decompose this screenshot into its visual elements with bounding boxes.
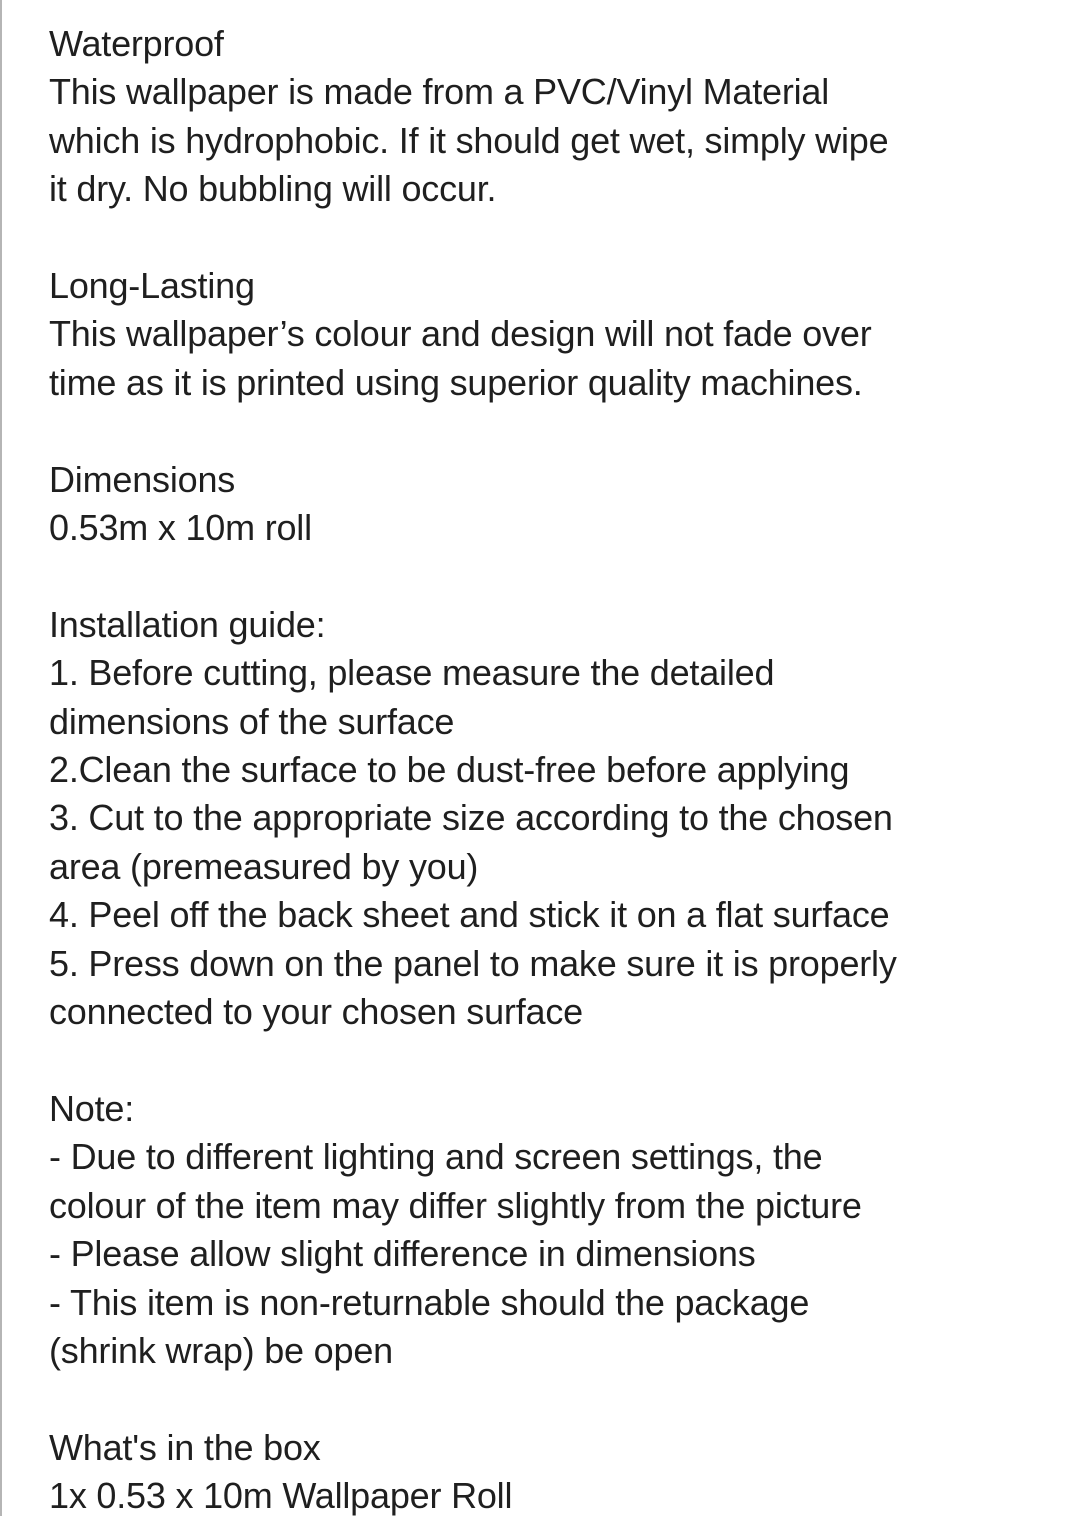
- section-heading: Dimensions: [49, 458, 236, 500]
- note-line: colour of the item may differ slightly from the picture: [49, 1184, 862, 1226]
- guide-step-line: 2.Clean the surface to be dust-free before applying: [49, 749, 850, 791]
- section-whats-in-the-box: [49, 1424, 1069, 1521]
- left-border: [0, 0, 2, 1516]
- note-line: - This item is non-returnable should the package: [49, 1281, 810, 1323]
- note-line: (shrink wrap) be open: [49, 1329, 393, 1371]
- guide-step-line: 3. Cut to the appropriate size according to the chosen: [49, 797, 893, 839]
- text-line: This wallpaper’s colour and design will not fade over: [49, 313, 872, 355]
- note-line: - Please allow slight difference in dimensions: [49, 1233, 756, 1275]
- note-line: - Due to different lighting and screen settings, the: [49, 1136, 823, 1178]
- text-line: which is hydrophobic. If it should get wet, simply wipe: [49, 119, 889, 161]
- section-long-lasting: [49, 262, 1069, 407]
- text-line: time as it is printed using superior quality machines.: [49, 361, 863, 403]
- guide-step-line: 4. Peel off the back sheet and stick it on a flat surface: [49, 894, 890, 936]
- guide-step-line: 5. Press down on the panel to make sure it is properly: [49, 942, 897, 984]
- text-line: This wallpaper is made from a PVC/Vinyl Material: [49, 71, 830, 113]
- section-note: [49, 1085, 1069, 1375]
- guide-step-line: dimensions of the surface: [49, 700, 455, 742]
- section-heading: Waterproof: [49, 23, 224, 64]
- section-heading: Note:: [49, 1087, 135, 1129]
- guide-step-line: 1. Before cutting, please measure the detailed: [49, 652, 775, 694]
- guide-step-line: connected to your chosen surface: [49, 991, 583, 1033]
- text-line: 0.53m x 10m roll: [49, 507, 312, 549]
- text-line: it dry. No bubbling will occur.: [49, 168, 497, 210]
- product-description: [49, 20, 1069, 1521]
- section-heading: What's in the box: [49, 1426, 321, 1468]
- section-heading: Long-Lasting: [49, 265, 255, 307]
- section-heading: Installation guide:: [49, 603, 326, 645]
- text-line: 1x 0.53 x 10m Wallpaper Roll: [49, 1475, 513, 1517]
- section-waterproof: [49, 20, 1069, 214]
- guide-step-line: area (premeasured by you): [49, 845, 479, 887]
- section-installation-guide: [49, 601, 1069, 1037]
- section-dimensions: [49, 456, 1069, 553]
